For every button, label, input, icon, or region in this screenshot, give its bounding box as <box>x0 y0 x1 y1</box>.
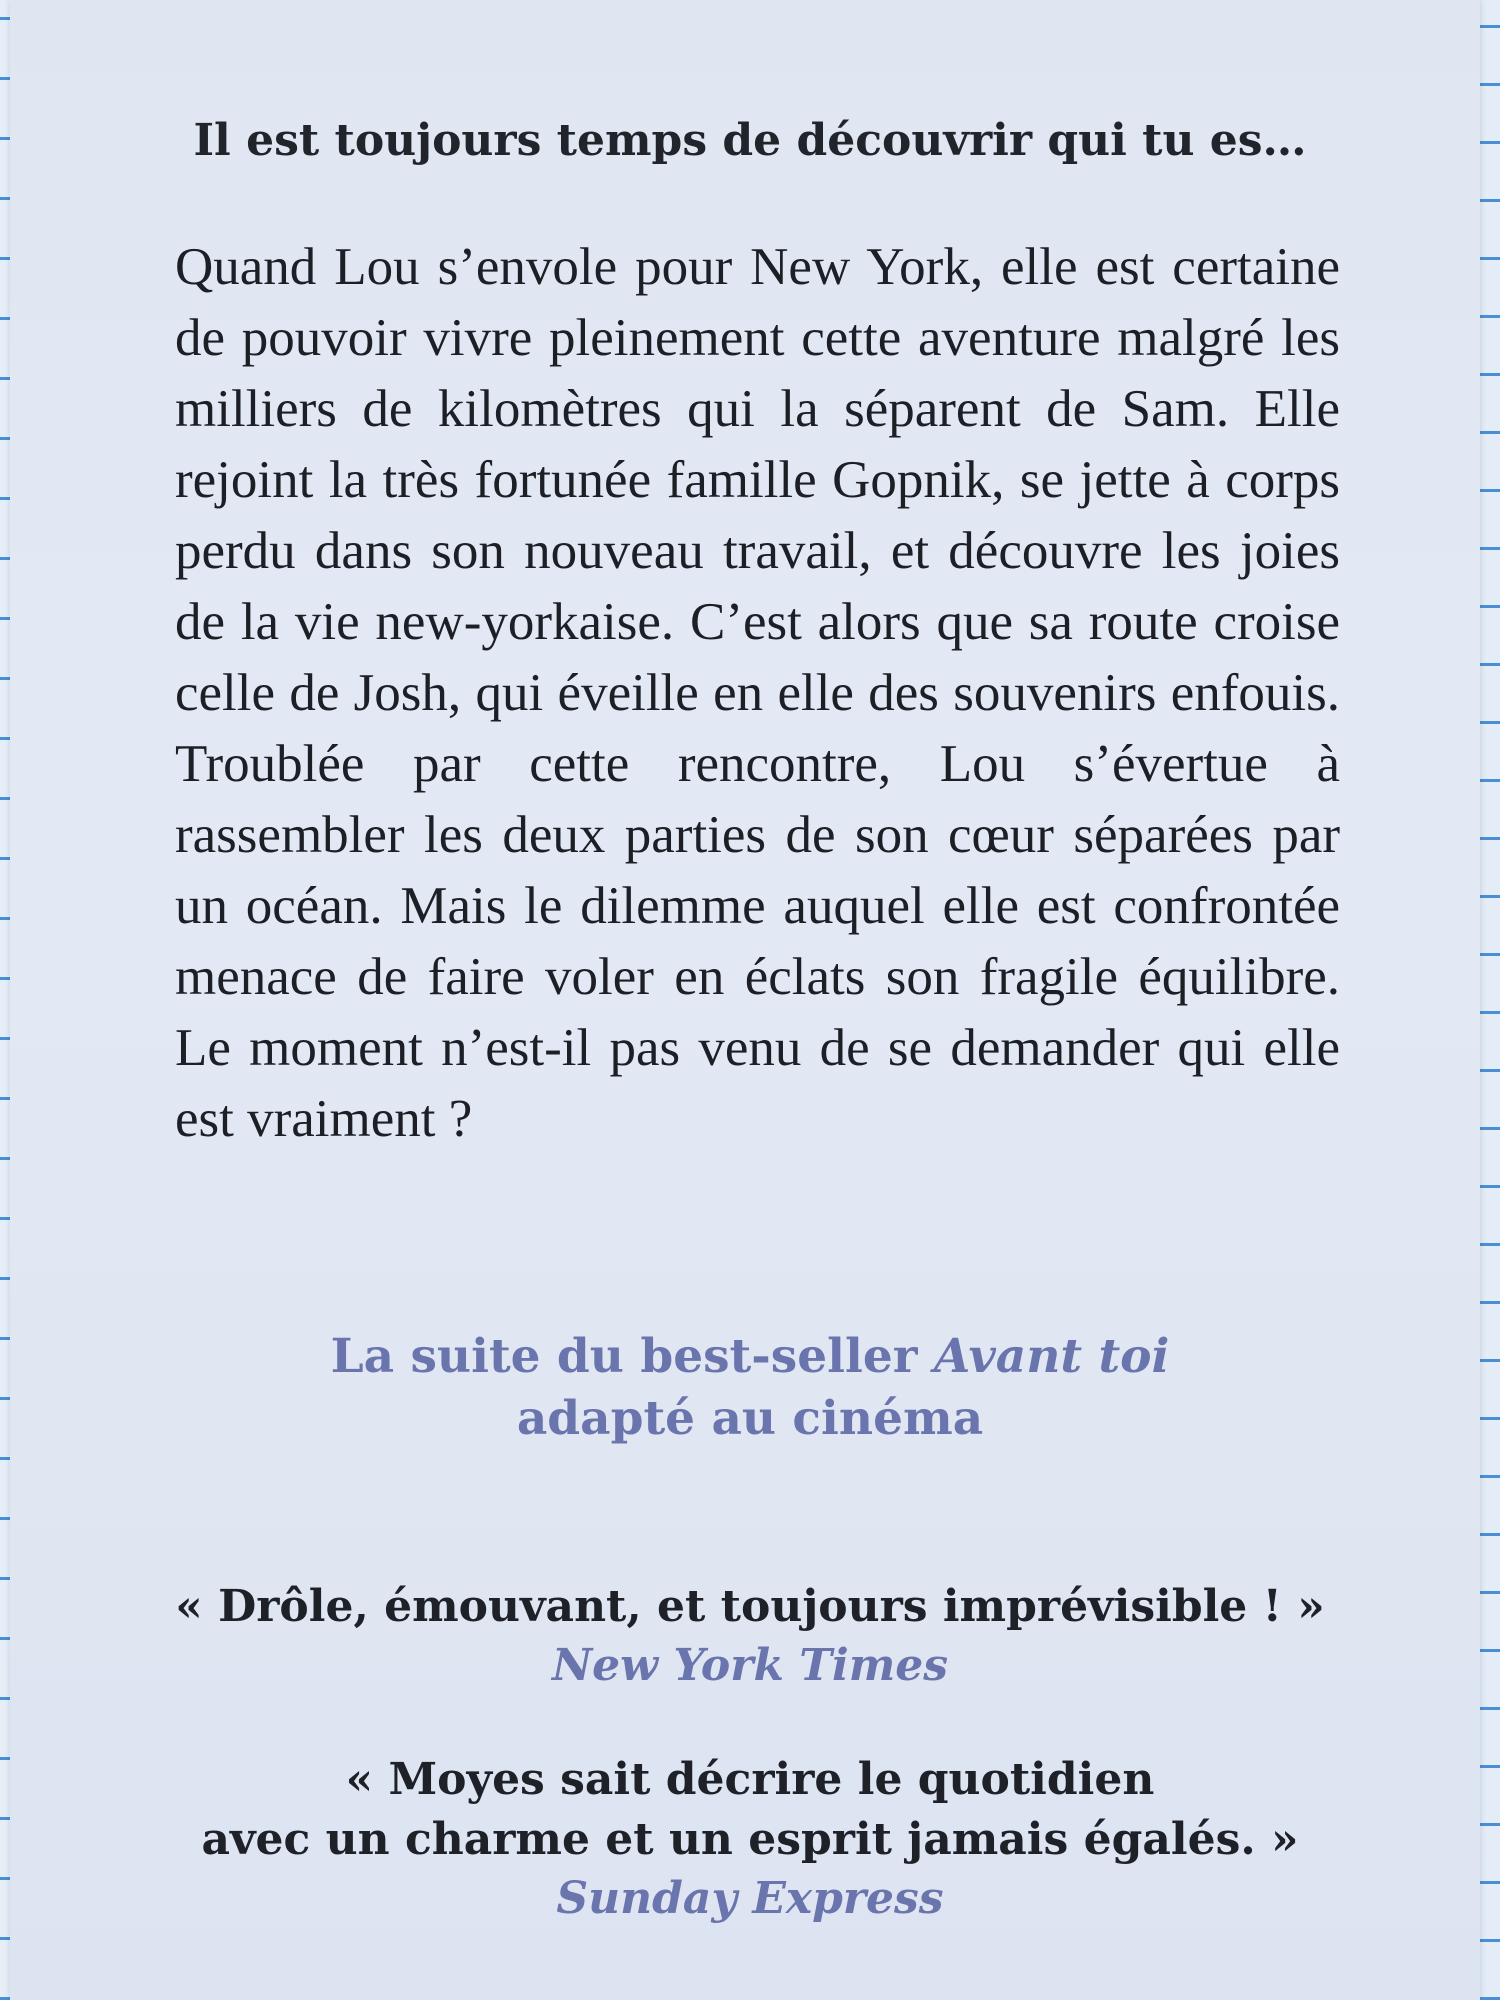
tagline: Il est toujours temps de découvrir qui tu es… <box>193 115 1307 166</box>
quote-source: Sunday Express <box>556 1873 944 1924</box>
quote-source: New York Times <box>551 1640 949 1691</box>
promo-line-1: La suite du best-seller <box>330 1329 918 1384</box>
quote-text-line-1: « Moyes sait décrire le quotidien <box>345 1754 1155 1805</box>
promo-block <box>0 1326 1500 1450</box>
review-quote <box>0 1577 1500 1695</box>
quote-text: « Drôle, émouvant, et toujours imprévisible ! » <box>175 1581 1325 1632</box>
quote-text-line-2: avec un charme et un esprit jamais égalés. » <box>201 1814 1299 1865</box>
promo-line-2: adapté au cinéma <box>516 1391 984 1446</box>
promo-book-title: Avant toi <box>933 1329 1170 1384</box>
synopsis-paragraph: Quand Lou s’envole pour New York, elle est certaine de pouvoir vivre pleinement cette aventure malgré les milliers de kilomètres qui la séparent de Sam. Elle rejoint la très fortunée famille Gopnik, se jette à corps perdu dans son nouveau travail, et découvre les joies de la vie new-yorkaise. C’est alors que sa route croise celle de Josh, qui éveille en elle des souvenirs enfouis. Troublée par cette rencontre, Lou s’évertue à rassembler les deux parties de son cœur séparées par un océan. Mais le dilemme auquel elle est confrontée menace de faire voler en éclats son fragile équilibre. Le moment n’est-il pas venu de se demander qui elle est vraiment ? <box>175 238 1340 1148</box>
review-quote <box>0 1750 1500 1928</box>
